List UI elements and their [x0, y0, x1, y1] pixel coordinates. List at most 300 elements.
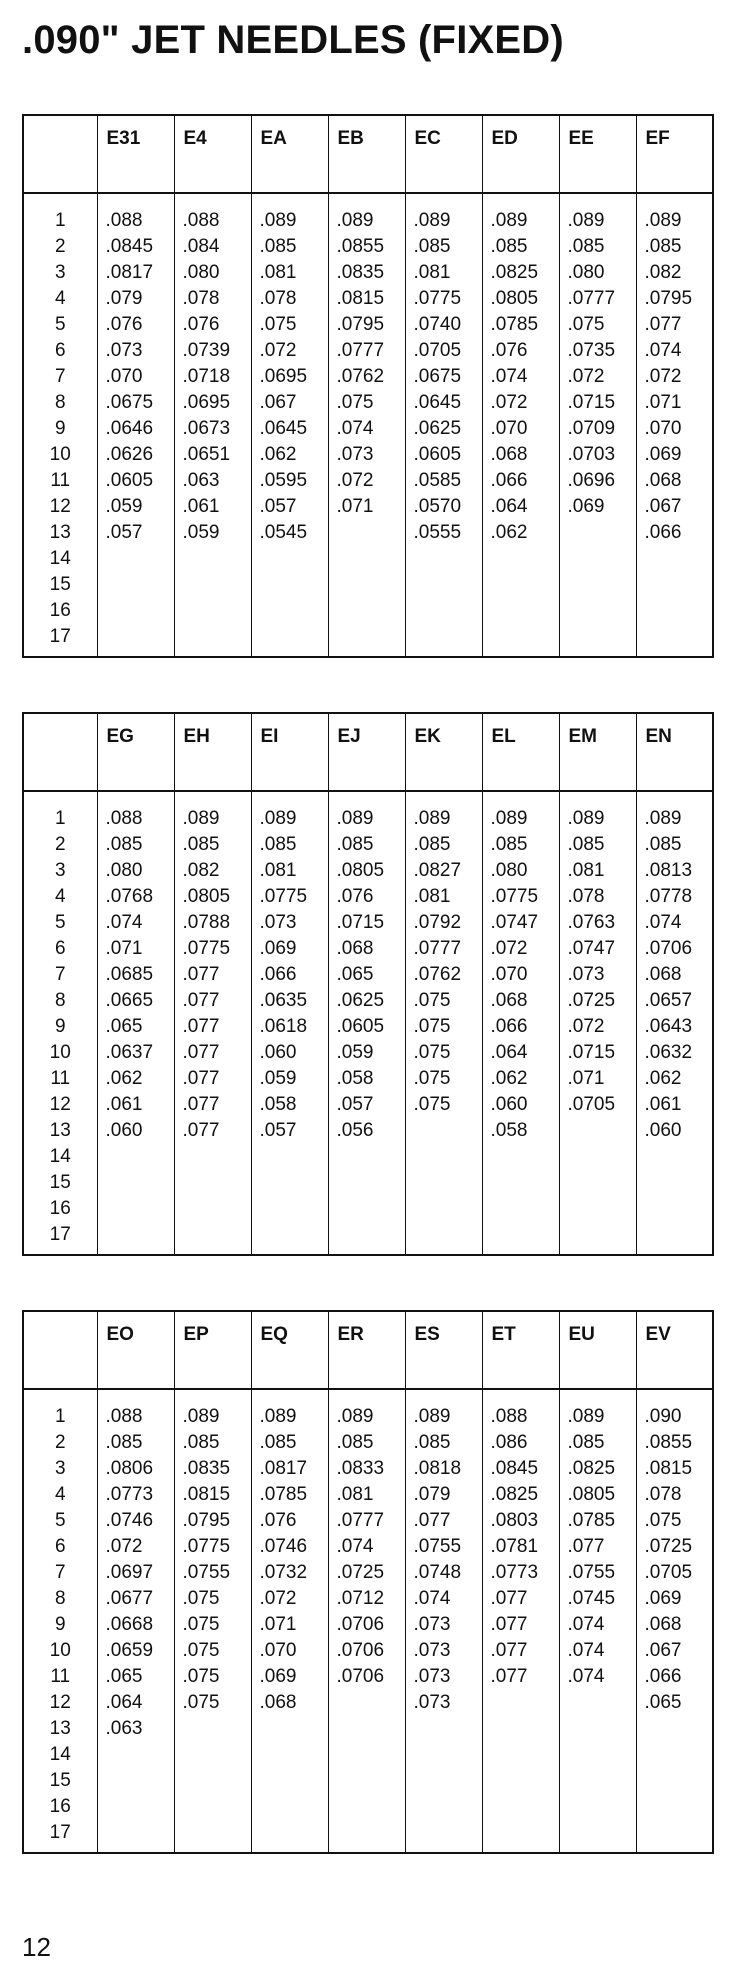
needle-size-cell: [559, 1768, 636, 1794]
needle-size-cell: .070: [636, 416, 713, 442]
needle-size-cell: .0668: [97, 1612, 174, 1638]
needle-size-cell: [482, 546, 559, 572]
needle-size-cell: .085: [97, 1430, 174, 1456]
row-number: 12: [49, 496, 71, 517]
column-header: EB: [328, 115, 405, 193]
row-number: 11: [50, 1666, 71, 1687]
needle-size-cell: [405, 1144, 482, 1170]
needle-size-cell: .056: [328, 1118, 405, 1144]
table-row: [23, 1430, 713, 1456]
table-row: [23, 1742, 713, 1768]
needle-size-cell: .0706: [328, 1612, 405, 1638]
needle-size-cell: .063: [174, 468, 251, 494]
needle-size-cell: [482, 1222, 559, 1255]
table-row: [23, 416, 713, 442]
needle-size-cell: .061: [97, 1092, 174, 1118]
needle-size-cell: [251, 624, 328, 657]
needle-size-cell: .088: [174, 193, 251, 234]
needle-size-cell: .0705: [405, 338, 482, 364]
needle-size-cell: .066: [482, 468, 559, 494]
needle-size-cell: .0605: [97, 468, 174, 494]
needle-size-cell: .077: [174, 1066, 251, 1092]
table-row: [23, 494, 713, 520]
needle-size-cell: .068: [251, 1690, 328, 1716]
needle-size-cell: .088: [97, 791, 174, 832]
needle-size-cell: [482, 1170, 559, 1196]
row-number: 7: [54, 964, 66, 985]
needle-size-cell: [405, 1742, 482, 1768]
needle-size-cell: .0605: [328, 1014, 405, 1040]
needle-size-cell: [251, 1222, 328, 1255]
jet-needle-table-3: [22, 1310, 714, 1854]
needle-size-cell: .0706: [636, 936, 713, 962]
needle-size-cell: .077: [559, 1534, 636, 1560]
needle-size-cell: .0803: [482, 1508, 559, 1534]
needle-size-cell: .0825: [482, 260, 559, 286]
needle-size-cell: .0725: [328, 1560, 405, 1586]
table-row: [23, 1768, 713, 1794]
needle-size-cell: .0697: [97, 1560, 174, 1586]
needle-size-cell: [174, 546, 251, 572]
needle-size-cell: .089: [559, 1389, 636, 1430]
row-number: 17: [49, 626, 71, 647]
column-header: EK: [405, 713, 482, 791]
needle-size-cell: [559, 1716, 636, 1742]
needle-size-cell: .069: [636, 442, 713, 468]
corner-cell: [23, 1311, 97, 1389]
needle-size-cell: [251, 1144, 328, 1170]
needle-size-cell: .075: [559, 312, 636, 338]
needle-size-cell: .075: [328, 390, 405, 416]
needle-size-cell: .085: [482, 234, 559, 260]
needle-size-cell: [559, 1794, 636, 1820]
needle-size-cell: .089: [328, 791, 405, 832]
row-number: 10: [49, 1640, 71, 1661]
needle-size-cell: [97, 1196, 174, 1222]
needle-size-cell: .058: [482, 1118, 559, 1144]
needle-size-cell: .089: [251, 791, 328, 832]
needle-size-cell: .073: [405, 1612, 482, 1638]
needle-size-cell: .071: [97, 936, 174, 962]
needle-size-cell: .085: [174, 832, 251, 858]
header-row: [23, 713, 713, 791]
needle-size-cell: .0555: [405, 520, 482, 546]
row-number: 6: [54, 1536, 66, 1557]
needle-size-cell: [405, 1222, 482, 1255]
needle-size-cell: .075: [405, 1092, 482, 1118]
needle-size-cell: .0833: [328, 1456, 405, 1482]
needle-size-cell: .082: [636, 260, 713, 286]
needle-size-cell: .077: [482, 1586, 559, 1612]
needle-size-cell: .0817: [97, 260, 174, 286]
needle-size-cell: .085: [636, 832, 713, 858]
needle-size-cell: .0747: [482, 910, 559, 936]
table-row: [23, 1560, 713, 1586]
row-number: 3: [54, 860, 66, 881]
row-number: 16: [49, 600, 71, 621]
needle-size-cell: .057: [251, 1118, 328, 1144]
needle-size-cell: .0773: [97, 1482, 174, 1508]
column-header: EM: [559, 713, 636, 791]
needle-size-cell: [405, 1118, 482, 1144]
column-header: E4: [174, 115, 251, 193]
table-row: [23, 962, 713, 988]
row-number: 4: [54, 886, 66, 907]
needle-size-cell: .059: [97, 494, 174, 520]
needle-size-cell: .090: [636, 1389, 713, 1430]
needle-size-cell: .085: [405, 1430, 482, 1456]
needle-size-cell: [97, 1742, 174, 1768]
needle-size-cell: .064: [97, 1690, 174, 1716]
needle-size-cell: .0651: [174, 442, 251, 468]
needle-size-cell: .075: [174, 1586, 251, 1612]
needle-size-cell: .0777: [559, 286, 636, 312]
needle-size-cell: .089: [251, 1389, 328, 1430]
row-number: 14: [49, 1744, 71, 1765]
needle-size-cell: .072: [251, 1586, 328, 1612]
needle-size-cell: .079: [405, 1482, 482, 1508]
needle-size-cell: [636, 1196, 713, 1222]
needle-size-cell: .0712: [328, 1586, 405, 1612]
needle-size-cell: [251, 1716, 328, 1742]
table-row: [23, 858, 713, 884]
needle-size-cell: .073: [97, 338, 174, 364]
table-row: [23, 1586, 713, 1612]
needle-size-cell: .0795: [328, 312, 405, 338]
needle-size-cell: .0595: [251, 468, 328, 494]
row-number: 9: [54, 418, 66, 439]
needle-size-cell: [636, 1820, 713, 1853]
needle-size-cell: .0745: [559, 1586, 636, 1612]
needle-size-cell: .067: [636, 1638, 713, 1664]
needle-size-cell: [97, 598, 174, 624]
needle-size-cell: [559, 1196, 636, 1222]
row-number: 17: [49, 1822, 71, 1843]
needle-size-cell: [559, 1118, 636, 1144]
column-header: EQ: [251, 1311, 328, 1389]
needle-size-cell: .0706: [328, 1664, 405, 1690]
needle-size-cell: .074: [636, 910, 713, 936]
needle-size-cell: .069: [636, 1586, 713, 1612]
needle-size-cell: .077: [636, 312, 713, 338]
table-row: [23, 390, 713, 416]
needle-size-cell: .085: [405, 234, 482, 260]
needle-size-cell: [174, 1144, 251, 1170]
corner-cell: [23, 115, 97, 193]
needle-size-cell: [482, 1820, 559, 1853]
row-number: 1: [54, 210, 66, 231]
needle-size-cell: [328, 1716, 405, 1742]
row-number: 14: [49, 548, 71, 569]
needle-size-cell: [405, 546, 482, 572]
column-header: ES: [405, 1311, 482, 1389]
table-row: [23, 598, 713, 624]
needle-size-cell: .058: [251, 1092, 328, 1118]
table-row: [23, 1170, 713, 1196]
needle-size-cell: .0706: [328, 1638, 405, 1664]
needle-size-cell: .0643: [636, 1014, 713, 1040]
needle-size-cell: .085: [405, 832, 482, 858]
row-number: 16: [49, 1198, 71, 1219]
column-header: EO: [97, 1311, 174, 1389]
needle-size-cell: .074: [328, 1534, 405, 1560]
needle-size-cell: .063: [97, 1716, 174, 1742]
table-row: [23, 884, 713, 910]
row-number: 15: [49, 574, 71, 595]
row-number: 9: [54, 1016, 66, 1037]
needle-size-cell: .0792: [405, 910, 482, 936]
needle-size-cell: .071: [251, 1612, 328, 1638]
needle-size-cell: .0696: [559, 468, 636, 494]
needle-size-cell: [97, 1794, 174, 1820]
needle-size-cell: .060: [251, 1040, 328, 1066]
needle-size-cell: .089: [174, 1389, 251, 1430]
needle-size-cell: .085: [251, 234, 328, 260]
needle-size-cell: .067: [251, 390, 328, 416]
needle-size-cell: .075: [636, 1508, 713, 1534]
table-row: [23, 260, 713, 286]
needle-size-cell: .089: [405, 193, 482, 234]
needle-size-cell: .081: [405, 260, 482, 286]
table-row: [23, 312, 713, 338]
needle-size-cell: .0709: [559, 416, 636, 442]
needle-size-cell: .0845: [97, 234, 174, 260]
needle-size-cell: [174, 1742, 251, 1768]
needle-size-cell: [328, 1794, 405, 1820]
needle-size-cell: .0795: [174, 1508, 251, 1534]
needle-size-cell: .065: [636, 1690, 713, 1716]
row-number: 4: [54, 288, 66, 309]
needle-size-cell: .068: [328, 936, 405, 962]
needle-size-cell: .0685: [97, 962, 174, 988]
needle-size-cell: [251, 1820, 328, 1853]
needle-size-cell: .0715: [559, 390, 636, 416]
needle-size-cell: [636, 1144, 713, 1170]
needle-size-cell: .0755: [559, 1560, 636, 1586]
needle-size-cell: .069: [251, 1664, 328, 1690]
needle-size-cell: [97, 1170, 174, 1196]
needle-size-cell: .0775: [405, 286, 482, 312]
table-row: [23, 624, 713, 657]
needle-size-cell: [559, 1144, 636, 1170]
needle-size-cell: .0777: [405, 936, 482, 962]
needle-size-cell: .080: [174, 260, 251, 286]
column-header: E31: [97, 115, 174, 193]
needle-size-cell: .0677: [97, 1586, 174, 1612]
table-row: [23, 1222, 713, 1255]
needle-size-cell: .069: [559, 494, 636, 520]
needle-size-cell: .076: [251, 1508, 328, 1534]
needle-size-cell: .0777: [328, 1508, 405, 1534]
needle-size-cell: .060: [97, 1118, 174, 1144]
needle-size-cell: .085: [251, 1430, 328, 1456]
needle-size-cell: .077: [174, 1014, 251, 1040]
needle-size-cell: .0618: [251, 1014, 328, 1040]
needle-size-cell: .078: [636, 1482, 713, 1508]
needle-size-cell: [97, 1820, 174, 1853]
needle-size-cell: .066: [636, 1664, 713, 1690]
needle-size-cell: .0755: [174, 1560, 251, 1586]
needle-size-cell: .0818: [405, 1456, 482, 1482]
needle-size-cell: .077: [174, 1118, 251, 1144]
needle-size-cell: .0695: [174, 390, 251, 416]
needle-size-cell: .059: [174, 520, 251, 546]
needle-size-cell: [328, 546, 405, 572]
needle-size-cell: [174, 1794, 251, 1820]
needle-size-cell: .073: [405, 1638, 482, 1664]
needle-size-cell: .085: [328, 1430, 405, 1456]
row-number: 3: [54, 1458, 66, 1479]
needle-size-cell: .0835: [174, 1456, 251, 1482]
needle-size-cell: .0625: [328, 988, 405, 1014]
needle-size-cell: .075: [405, 988, 482, 1014]
row-number: 14: [49, 1146, 71, 1167]
needle-size-cell: .074: [97, 910, 174, 936]
table-row: [23, 442, 713, 468]
needle-size-cell: .081: [559, 858, 636, 884]
row-number: 17: [49, 1224, 71, 1245]
needle-size-cell: .0632: [636, 1040, 713, 1066]
needle-size-cell: .076: [174, 312, 251, 338]
needle-size-cell: .068: [482, 988, 559, 1014]
needle-size-cell: .0725: [636, 1534, 713, 1560]
needle-size-cell: .0775: [174, 936, 251, 962]
column-header: ER: [328, 1311, 405, 1389]
needle-size-cell: [251, 1170, 328, 1196]
needle-size-cell: .085: [482, 832, 559, 858]
needle-size-cell: .0762: [405, 962, 482, 988]
row-number: 2: [54, 236, 66, 257]
needle-size-cell: .075: [174, 1612, 251, 1638]
needle-size-cell: .070: [482, 416, 559, 442]
needle-size-cell: [482, 572, 559, 598]
needle-size-cell: .0795: [636, 286, 713, 312]
table-row: [23, 910, 713, 936]
needle-size-cell: .078: [559, 884, 636, 910]
needle-size-cell: .0740: [405, 312, 482, 338]
needle-size-cell: .069: [251, 936, 328, 962]
needle-size-cell: .077: [174, 988, 251, 1014]
table-row: [23, 1534, 713, 1560]
needle-size-cell: .0645: [405, 390, 482, 416]
needle-size-cell: .0705: [559, 1092, 636, 1118]
needle-size-cell: .072: [97, 1534, 174, 1560]
needle-size-cell: .0775: [251, 884, 328, 910]
needle-size-cell: .074: [559, 1612, 636, 1638]
column-header: ED: [482, 115, 559, 193]
needle-size-cell: .075: [405, 1014, 482, 1040]
needle-size-cell: .068: [636, 1612, 713, 1638]
needle-size-cell: .0855: [328, 234, 405, 260]
needle-size-cell: [328, 1144, 405, 1170]
needle-size-cell: .0718: [174, 364, 251, 390]
needle-size-cell: [559, 598, 636, 624]
row-number: 10: [49, 1042, 71, 1063]
table-row: [23, 1092, 713, 1118]
needle-size-cell: .064: [482, 494, 559, 520]
table-row: [23, 468, 713, 494]
needle-size-cell: .0625: [405, 416, 482, 442]
needle-size-cell: .0695: [251, 364, 328, 390]
needle-size-cell: .059: [328, 1040, 405, 1066]
needle-size-cell: [251, 598, 328, 624]
needle-size-cell: .0788: [174, 910, 251, 936]
table-row: [23, 1456, 713, 1482]
needle-size-cell: .0827: [405, 858, 482, 884]
table-row: [23, 1820, 713, 1853]
needle-size-cell: [636, 624, 713, 657]
needle-size-cell: .070: [251, 1638, 328, 1664]
needle-size-cell: .072: [559, 364, 636, 390]
needle-size-cell: .0637: [97, 1040, 174, 1066]
needle-size-cell: .075: [174, 1690, 251, 1716]
needle-size-cell: [636, 546, 713, 572]
column-header: EG: [97, 713, 174, 791]
table-row: [23, 1040, 713, 1066]
needle-size-cell: .0775: [482, 884, 559, 910]
needle-size-cell: .086: [482, 1430, 559, 1456]
page-number: 12: [22, 1932, 51, 1962]
needle-size-cell: [328, 598, 405, 624]
row-number: 2: [54, 1432, 66, 1453]
needle-size-cell: .060: [482, 1092, 559, 1118]
needle-size-cell: .079: [97, 286, 174, 312]
needle-size-cell: .0748: [405, 1560, 482, 1586]
page-title: .090" JET NEEDLES (FIXED): [22, 18, 564, 62]
needle-size-cell: .076: [482, 338, 559, 364]
needle-size-cell: [482, 1196, 559, 1222]
needle-size-cell: .089: [559, 193, 636, 234]
needle-size-cell: [174, 1196, 251, 1222]
needle-size-cell: .072: [251, 338, 328, 364]
needle-size-cell: [328, 572, 405, 598]
table-row: [23, 791, 713, 832]
needle-size-cell: .089: [328, 1389, 405, 1430]
needle-size-cell: .085: [174, 1430, 251, 1456]
needle-size-cell: .074: [636, 338, 713, 364]
needle-size-cell: [482, 624, 559, 657]
needle-size-cell: .075: [405, 1040, 482, 1066]
needle-size-cell: .072: [482, 390, 559, 416]
needle-size-cell: [405, 1794, 482, 1820]
row-number: 12: [49, 1094, 71, 1115]
needle-size-cell: .0775: [174, 1534, 251, 1560]
needle-size-cell: .070: [482, 962, 559, 988]
needle-size-cell: .0646: [97, 416, 174, 442]
needle-size-cell: .062: [482, 1066, 559, 1092]
needle-size-cell: .085: [97, 832, 174, 858]
needle-size-cell: [328, 520, 405, 546]
needle-size-cell: .081: [328, 1482, 405, 1508]
needle-size-cell: .0746: [251, 1534, 328, 1560]
needle-size-cell: [174, 1222, 251, 1255]
needle-size-cell: .077: [174, 1092, 251, 1118]
table-row: [23, 1196, 713, 1222]
needle-size-cell: .089: [482, 791, 559, 832]
row-number: 7: [54, 1562, 66, 1583]
needle-size-cell: [251, 1768, 328, 1794]
needle-size-cell: .0835: [328, 260, 405, 286]
needle-size-cell: [174, 572, 251, 598]
needle-size-cell: .0735: [559, 338, 636, 364]
needle-size-cell: [405, 1820, 482, 1853]
needle-size-cell: .085: [559, 832, 636, 858]
needle-size-cell: .073: [251, 910, 328, 936]
needle-size-cell: .0805: [482, 286, 559, 312]
needle-size-cell: .077: [174, 1040, 251, 1066]
needle-size-cell: .058: [328, 1066, 405, 1092]
table-row: [23, 1389, 713, 1430]
